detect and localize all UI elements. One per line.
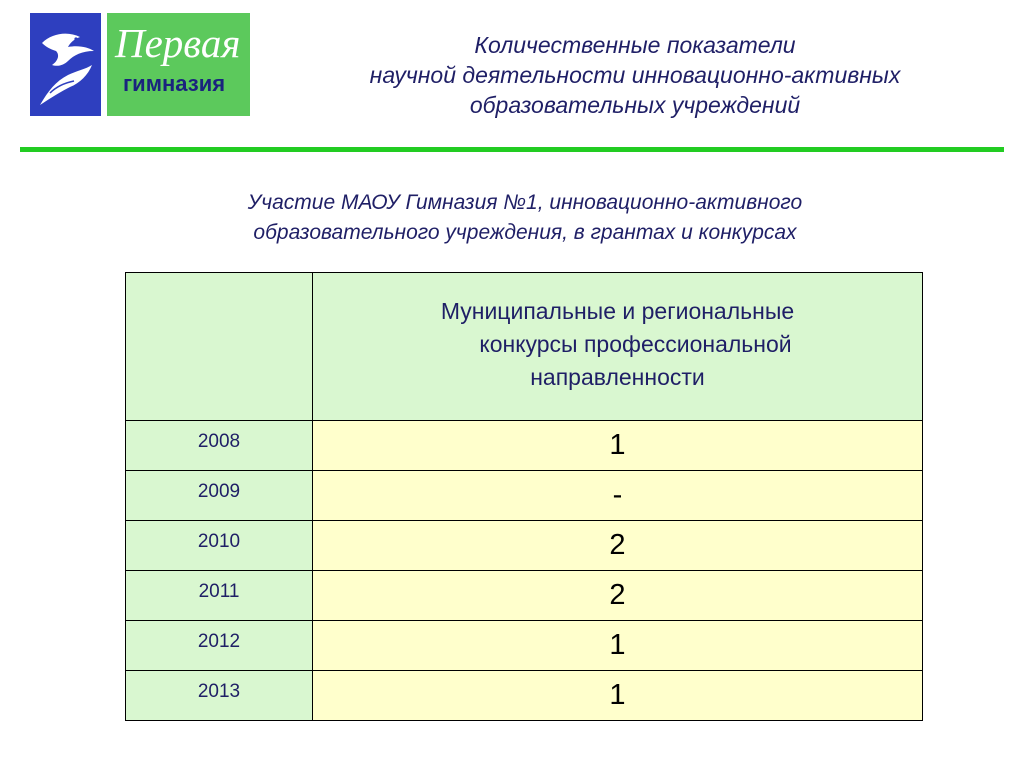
table-row — [126, 421, 923, 471]
table-caption-line: Участие МАОУ Гимназия №1, инновационно-активного — [247, 191, 803, 214]
logo-text-second: гимназия — [123, 71, 226, 96]
page-title-line: научной деятельности инновационно-активных — [369, 62, 901, 88]
table-caption-line: образовательного учреждения, в грантах и конкурсах — [253, 221, 797, 244]
header-divider — [20, 147, 1004, 152]
page-title-line: образовательных учреждений — [469, 92, 801, 118]
dove-icon — [34, 21, 98, 111]
year-cell: 2013 — [126, 671, 313, 721]
value-cell: 1 — [313, 671, 923, 721]
year-header-cell — [126, 273, 313, 421]
logo — [30, 13, 250, 116]
year-cell: 2011 — [126, 571, 313, 621]
value-header-line: Муниципальные и региональные — [440, 298, 795, 324]
table-caption — [100, 188, 950, 248]
table-row — [126, 521, 923, 571]
year-cell: 2009 — [126, 471, 313, 521]
table-row — [126, 671, 923, 721]
logo-blue-panel — [30, 13, 101, 116]
table-row — [126, 471, 923, 521]
year-cell: 2008 — [126, 421, 313, 471]
table-row — [126, 571, 923, 621]
value-cell: 2 — [313, 571, 923, 621]
value-cell: 1 — [313, 621, 923, 671]
value-header-cell — [313, 273, 923, 421]
value-cell: - — [313, 471, 923, 521]
table-header-row — [126, 273, 923, 421]
results-table — [125, 272, 923, 721]
page-title — [262, 30, 1008, 120]
value-cell: 1 — [313, 421, 923, 471]
page-title-line: Количественные показатели — [474, 32, 796, 58]
value-header-line: конкурсы профессиональной — [479, 331, 792, 357]
year-cell: 2012 — [126, 621, 313, 671]
value-cell: 2 — [313, 521, 923, 571]
value-header-line: направленности — [530, 364, 705, 390]
year-cell: 2010 — [126, 521, 313, 571]
logo-text-first: Первая — [115, 20, 241, 66]
table-row — [126, 621, 923, 671]
